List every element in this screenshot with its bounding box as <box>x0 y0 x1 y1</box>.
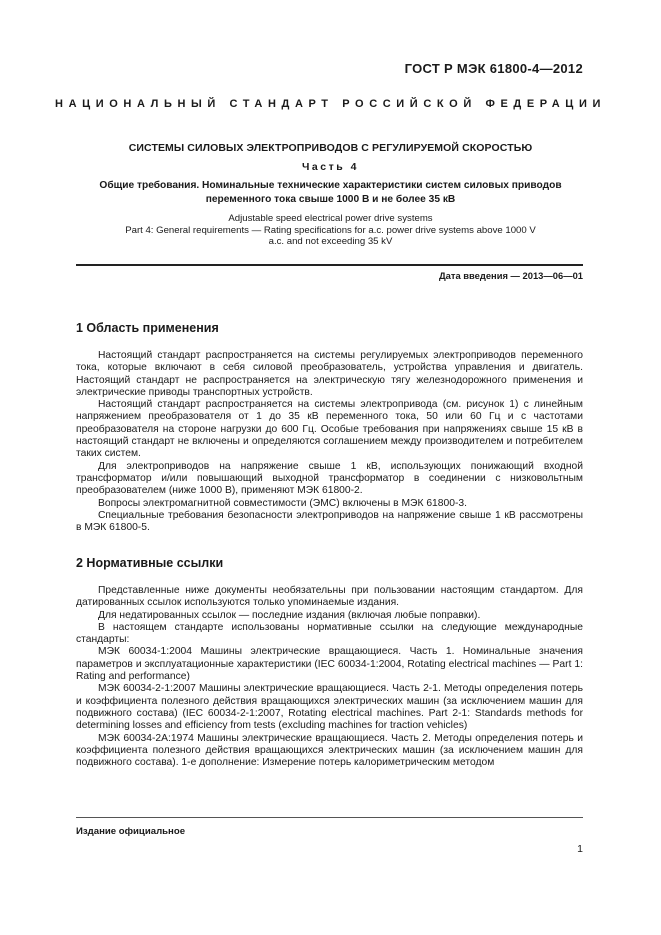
paragraph: Настоящий стандарт распространяется на системы электропривода (см. рисунок 1) с линейным напряжением преобразователя от 1 до 35 кВ переменного тока, 50 или 60 Гц и с частотами преобразователя на стороне нагрузки до 600 Гц. Особые требования при напряжениях свыше 15 кВ в настоящий стандарт не включены и определяются соглашением между производителем и потребителем таких систем. <box>76 399 583 460</box>
english-title-line: a.c. and not exceeding 35 kV <box>268 236 393 247</box>
english-title-line: Adjustable speed electrical power drive systems <box>228 213 433 224</box>
edition-label: Издание официальное <box>76 826 186 837</box>
paragraph: Для недатированных ссылок — последние издания (включая любые поправки). <box>98 609 481 621</box>
paragraph: Настоящий стандарт распространяется на системы регулируемых электроприводов переменного тока, которые включают в себя силовой преобразователь, устройства управления и двигатель. Настоящий стандарт не распространяется на электрическую тягу железнодорожного применения и электрические приводы транспортных устройств. <box>76 350 583 398</box>
reference-item: МЭК 60034-1:2004 Машины электрические вращающиеся. Часть 1. Номинальные значения параметров и эксплуатационные характеристики (IEC 60034-1:2004, Rotating electrical machines — Part 1: Rating and performance) <box>76 646 583 683</box>
national-standard-banner: НАЦИОНАЛЬНЫЙ СТАНДАРТ РОССИЙСКОЙ ФЕДЕРАЦИИ <box>55 98 606 110</box>
main-title: СИСТЕМЫ СИЛОВЫХ ЭЛЕКТРОПРИВОДОВ С РЕГУЛИРУЕМОЙ СКОРОСТЬЮ <box>128 142 533 154</box>
paragraph: Для электроприводов на напряжение свыше 1 кВ, использующих понижающий входной трансформатор и/или повышающий выходной трансформатор в соединении с низковольтным преобразователем (ниже 1000 В), применяют МЭК 61800-2. <box>76 460 583 497</box>
paragraph: Вопросы электромагнитной совместимости (ЭМС) включены в МЭК 61800-3. <box>98 497 467 509</box>
part-label: Часть 4 <box>302 161 359 173</box>
subtitle-line: Общие требования. Номинальные технические характеристики систем силовых приводов <box>99 180 562 191</box>
subtitle <box>60 179 601 207</box>
title-divider <box>76 264 583 266</box>
section-2-body <box>76 585 583 769</box>
section-2-heading: 2 Нормативные ссылки <box>76 556 224 570</box>
paragraph: Представленные ниже документы необязательны при пользовании настоящим стандартом. Для датированных ссылок используются только упоминаемые издания. <box>76 585 583 609</box>
paragraph: В настоящем стандарте использованы нормативные ссылки на следующие международные стандарты: <box>76 621 583 646</box>
page-number: 1 <box>577 843 583 855</box>
english-title-line: Part 4: General requirements — Rating specifications for a.c. power drive systems above 1000 V <box>125 224 536 236</box>
section-1-body <box>76 350 583 534</box>
subtitle-line: переменного тока свыше 1000 В и не более 35 кВ <box>205 194 456 205</box>
footer-divider <box>76 817 583 818</box>
section-1-heading: 1 Область применения <box>76 321 219 335</box>
introduction-date: Дата введения — 2013—06—01 <box>438 270 583 281</box>
reference-item: МЭК 60034-2A:1974 Машины электрические вращающиеся. Часть 2. Методы определения потерь и коэффициента полезного действия вращающихся электрических машин (за исключением машин для подвижного состава). 1-е дополнение: Измерение потерь калориметрическим методом <box>76 732 583 769</box>
title-block <box>60 142 601 248</box>
english-title <box>60 213 601 248</box>
document-number: ГОСТ Р МЭК 61800-4—2012 <box>404 61 583 76</box>
reference-item: МЭК 60034-2-1:2007 Машины электрические вращающиеся. Часть 2-1. Методы определения потерь и коэффициента полезного действия вращающихся электрических машин (за исключением машин для подвижного состава) (IEC 60034-2-1:2007, Rotating electrical machines. Part 2-1: Standards methods for determining losses and efficiency from tests (excluding machines for traction vehicles) <box>76 683 583 732</box>
paragraph: Специальные требования безопасности электроприводов на напряжение свыше 1 кВ рассмотрены в МЭК 61800-5. <box>76 509 583 534</box>
